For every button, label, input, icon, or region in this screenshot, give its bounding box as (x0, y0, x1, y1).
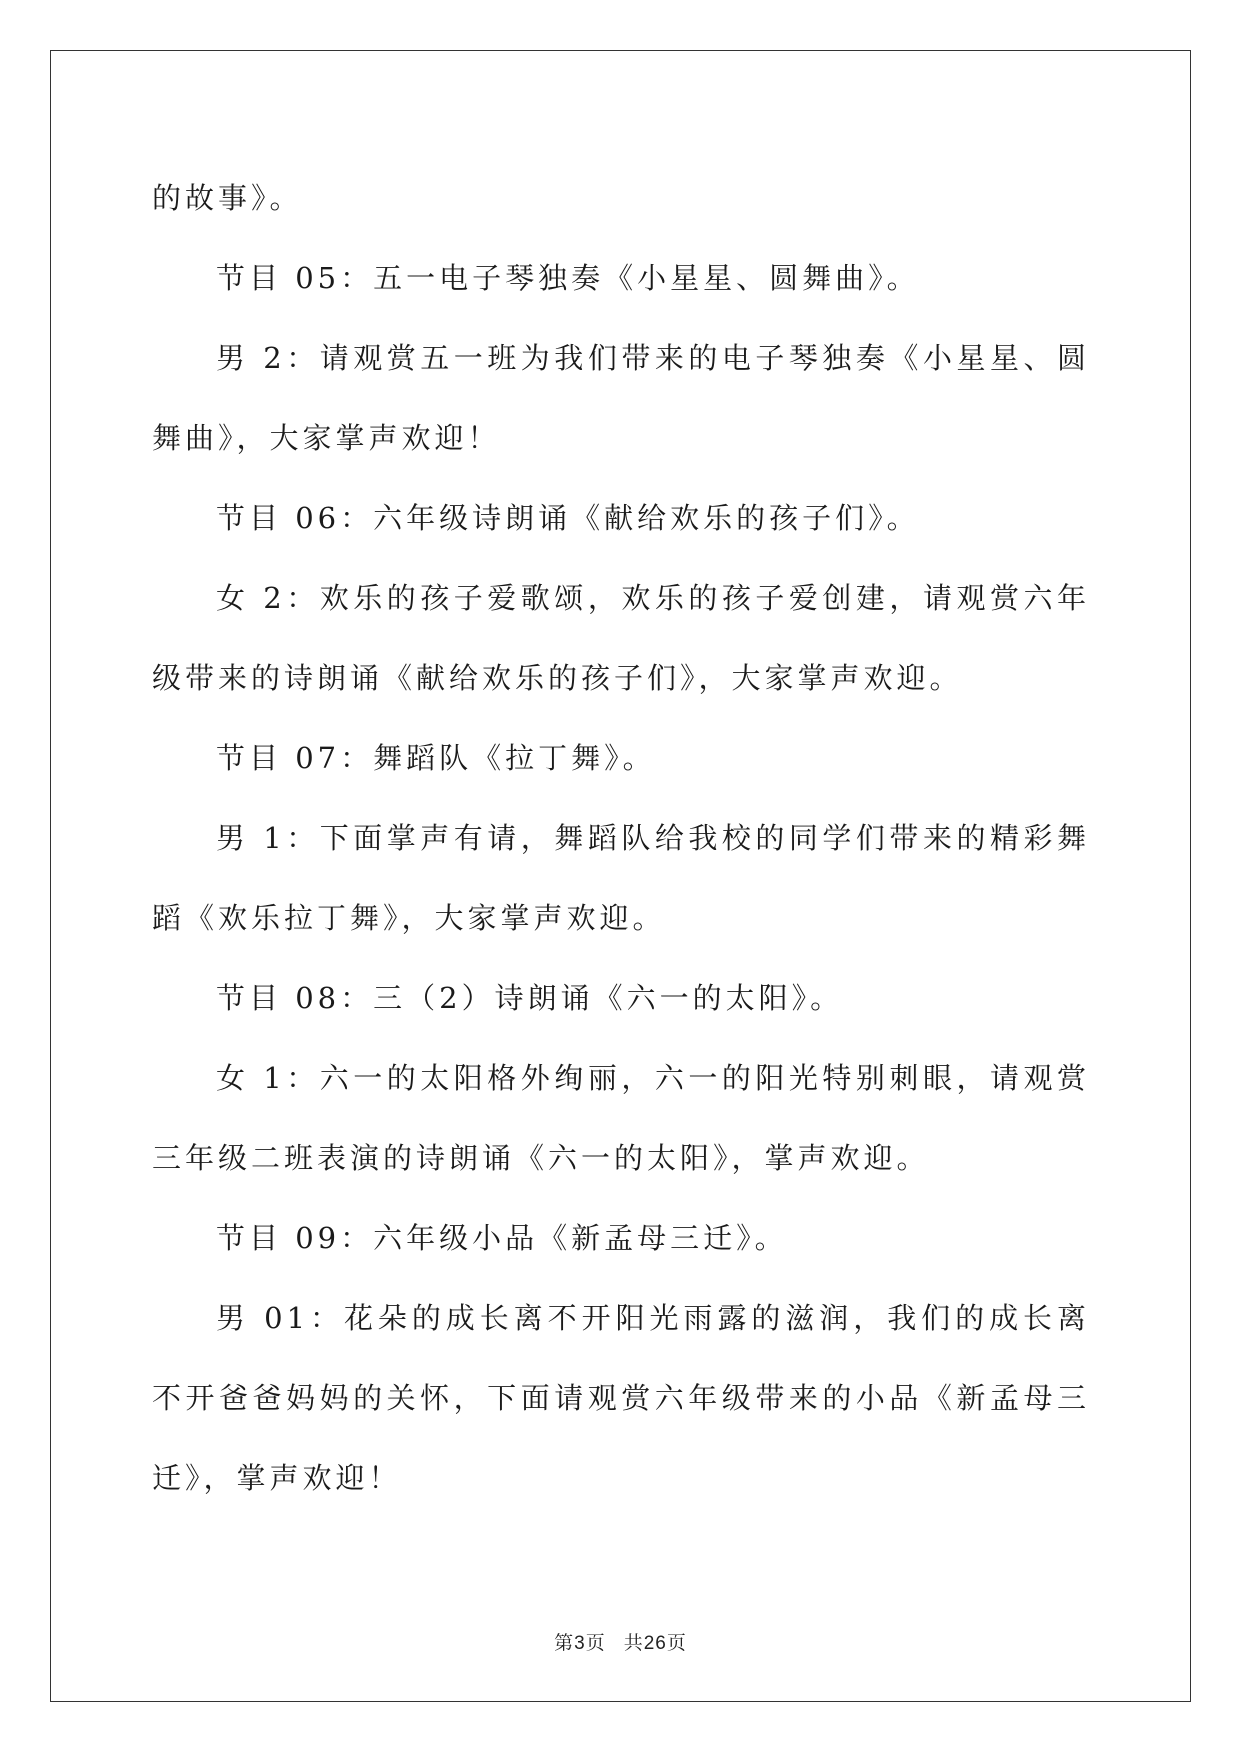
program-09-host-line: 男 01：花朵的成长离不开阳光雨露的滋润，我们的成长离不开爸爸妈妈的关怀，下面请观赏六年级带来的小品《新孟母三迁》，掌声欢迎！ (152, 1301, 1090, 1495)
paragraph-continuation: 的故事》。 (152, 181, 303, 215)
total-prefix: 共 (623, 1632, 644, 1654)
total-pages: 26 (643, 1633, 667, 1654)
page-footer (0, 1628, 1241, 1655)
page-number: 3 (574, 1633, 586, 1654)
document-body (152, 158, 1090, 1518)
program-06-title: 节目 06：六年级诗朗诵《献给欢乐的孩子们》。 (216, 501, 920, 535)
program-07-host-line: 男 1：下面掌声有请，舞蹈队给我校的同学们带来的精彩舞蹈《欢乐拉丁舞》，大家掌声欢迎。 (152, 821, 1090, 935)
total-suffix: 页 (666, 1632, 687, 1654)
program-07-title: 节目 07：舞蹈队《拉丁舞》。 (216, 741, 656, 775)
program-08-host-line: 女 1：六一的太阳格外绚丽，六一的阳光特别刺眼，请观赏三年级二班表演的诗朗诵《六一的太阳》，掌声欢迎。 (152, 1061, 1090, 1175)
page-prefix: 第 (554, 1632, 575, 1654)
program-05-host-line: 男 2：请观赏五一班为我们带来的电子琴独奏《小星星、圆舞曲》，大家掌声欢迎！ (152, 341, 1090, 455)
program-09-title: 节目 09：六年级小品《新孟母三迁》。 (216, 1221, 788, 1255)
program-06-host-line: 女 2：欢乐的孩子爱歌颂，欢乐的孩子爱创建，请观赏六年级带来的诗朗诵《献给欢乐的孩子们》，大家掌声欢迎。 (152, 581, 1090, 695)
program-08-title: 节目 08：三（2）诗朗诵《六一的太阳》。 (216, 981, 844, 1015)
page-suffix: 页 (585, 1632, 606, 1654)
program-05-title: 节目 05：五一电子琴独奏《小星星、圆舞曲》。 (216, 261, 920, 295)
